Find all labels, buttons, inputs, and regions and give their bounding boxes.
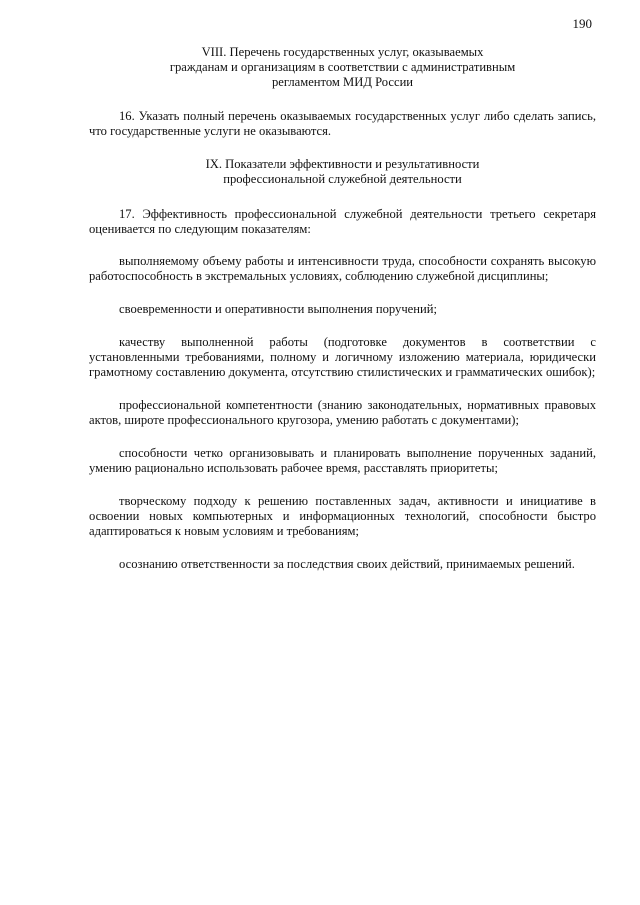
indicator-item-quality: качеству выполненной работы (подготовке документов в соответствии с установленными требованиями, полному и логичному изложению материала, юридически грамотному составлению документа, отсутствию стилистических и грамматических ошибок); [89, 335, 596, 379]
indicator-item-organization: способности четко организовывать и планировать выполнение порученных заданий, умению рационально использовать рабочее время, расставлять приоритеты; [89, 446, 596, 475]
section-8-heading-line-2: гражданам и организациям в соответствии с административным [169, 60, 516, 74]
section-8-heading [89, 45, 596, 90]
indicator-item-responsibility: осознанию ответственности за последствия своих действий, принимаемых решений. [119, 557, 575, 571]
document-content [89, 45, 596, 590]
indicator-item-workload: выполняемому объему работы и интенсивности труда, способности сохранять высокую работоспособность в экстремальных условиях, соблюдению служебной дисциплины; [89, 254, 596, 283]
indicator-item-competence: профессиональной компетентности (знанию законодательных, нормативных правовых актов, широте профессионального кругозора, умению работать с документами); [89, 398, 596, 427]
section-8-heading-line-3: регламентом МИД России [271, 75, 414, 89]
indicator-item-creativity: творческому подходу к решению поставленных задач, активности и инициативе в освоении новых компьютерных и информационных технологий, способности быстро адаптироваться к новым условиям и требованиям; [89, 494, 596, 538]
section-8-heading-line-1: VIII. Перечень государственных услуг, оказываемых [201, 45, 484, 59]
section-9-heading-line-2: профессиональной служебной деятельности [223, 172, 462, 186]
page-number: 190 [572, 16, 592, 31]
section-9-heading-line-1: IX. Показатели эффективности и результативности [205, 157, 480, 171]
section-9-heading [89, 157, 596, 187]
indicator-item-timeliness: своевременности и оперативности выполнения поручений; [119, 302, 437, 316]
paragraph-16: 16. Указать полный перечень оказываемых государственных услуг либо сделать запись, что государственные услуги не оказываются. [89, 109, 596, 138]
paragraph-17: 17. Эффективность профессиональной служебной деятельности третьего секретаря оценивается по следующим показателям: [89, 207, 596, 236]
